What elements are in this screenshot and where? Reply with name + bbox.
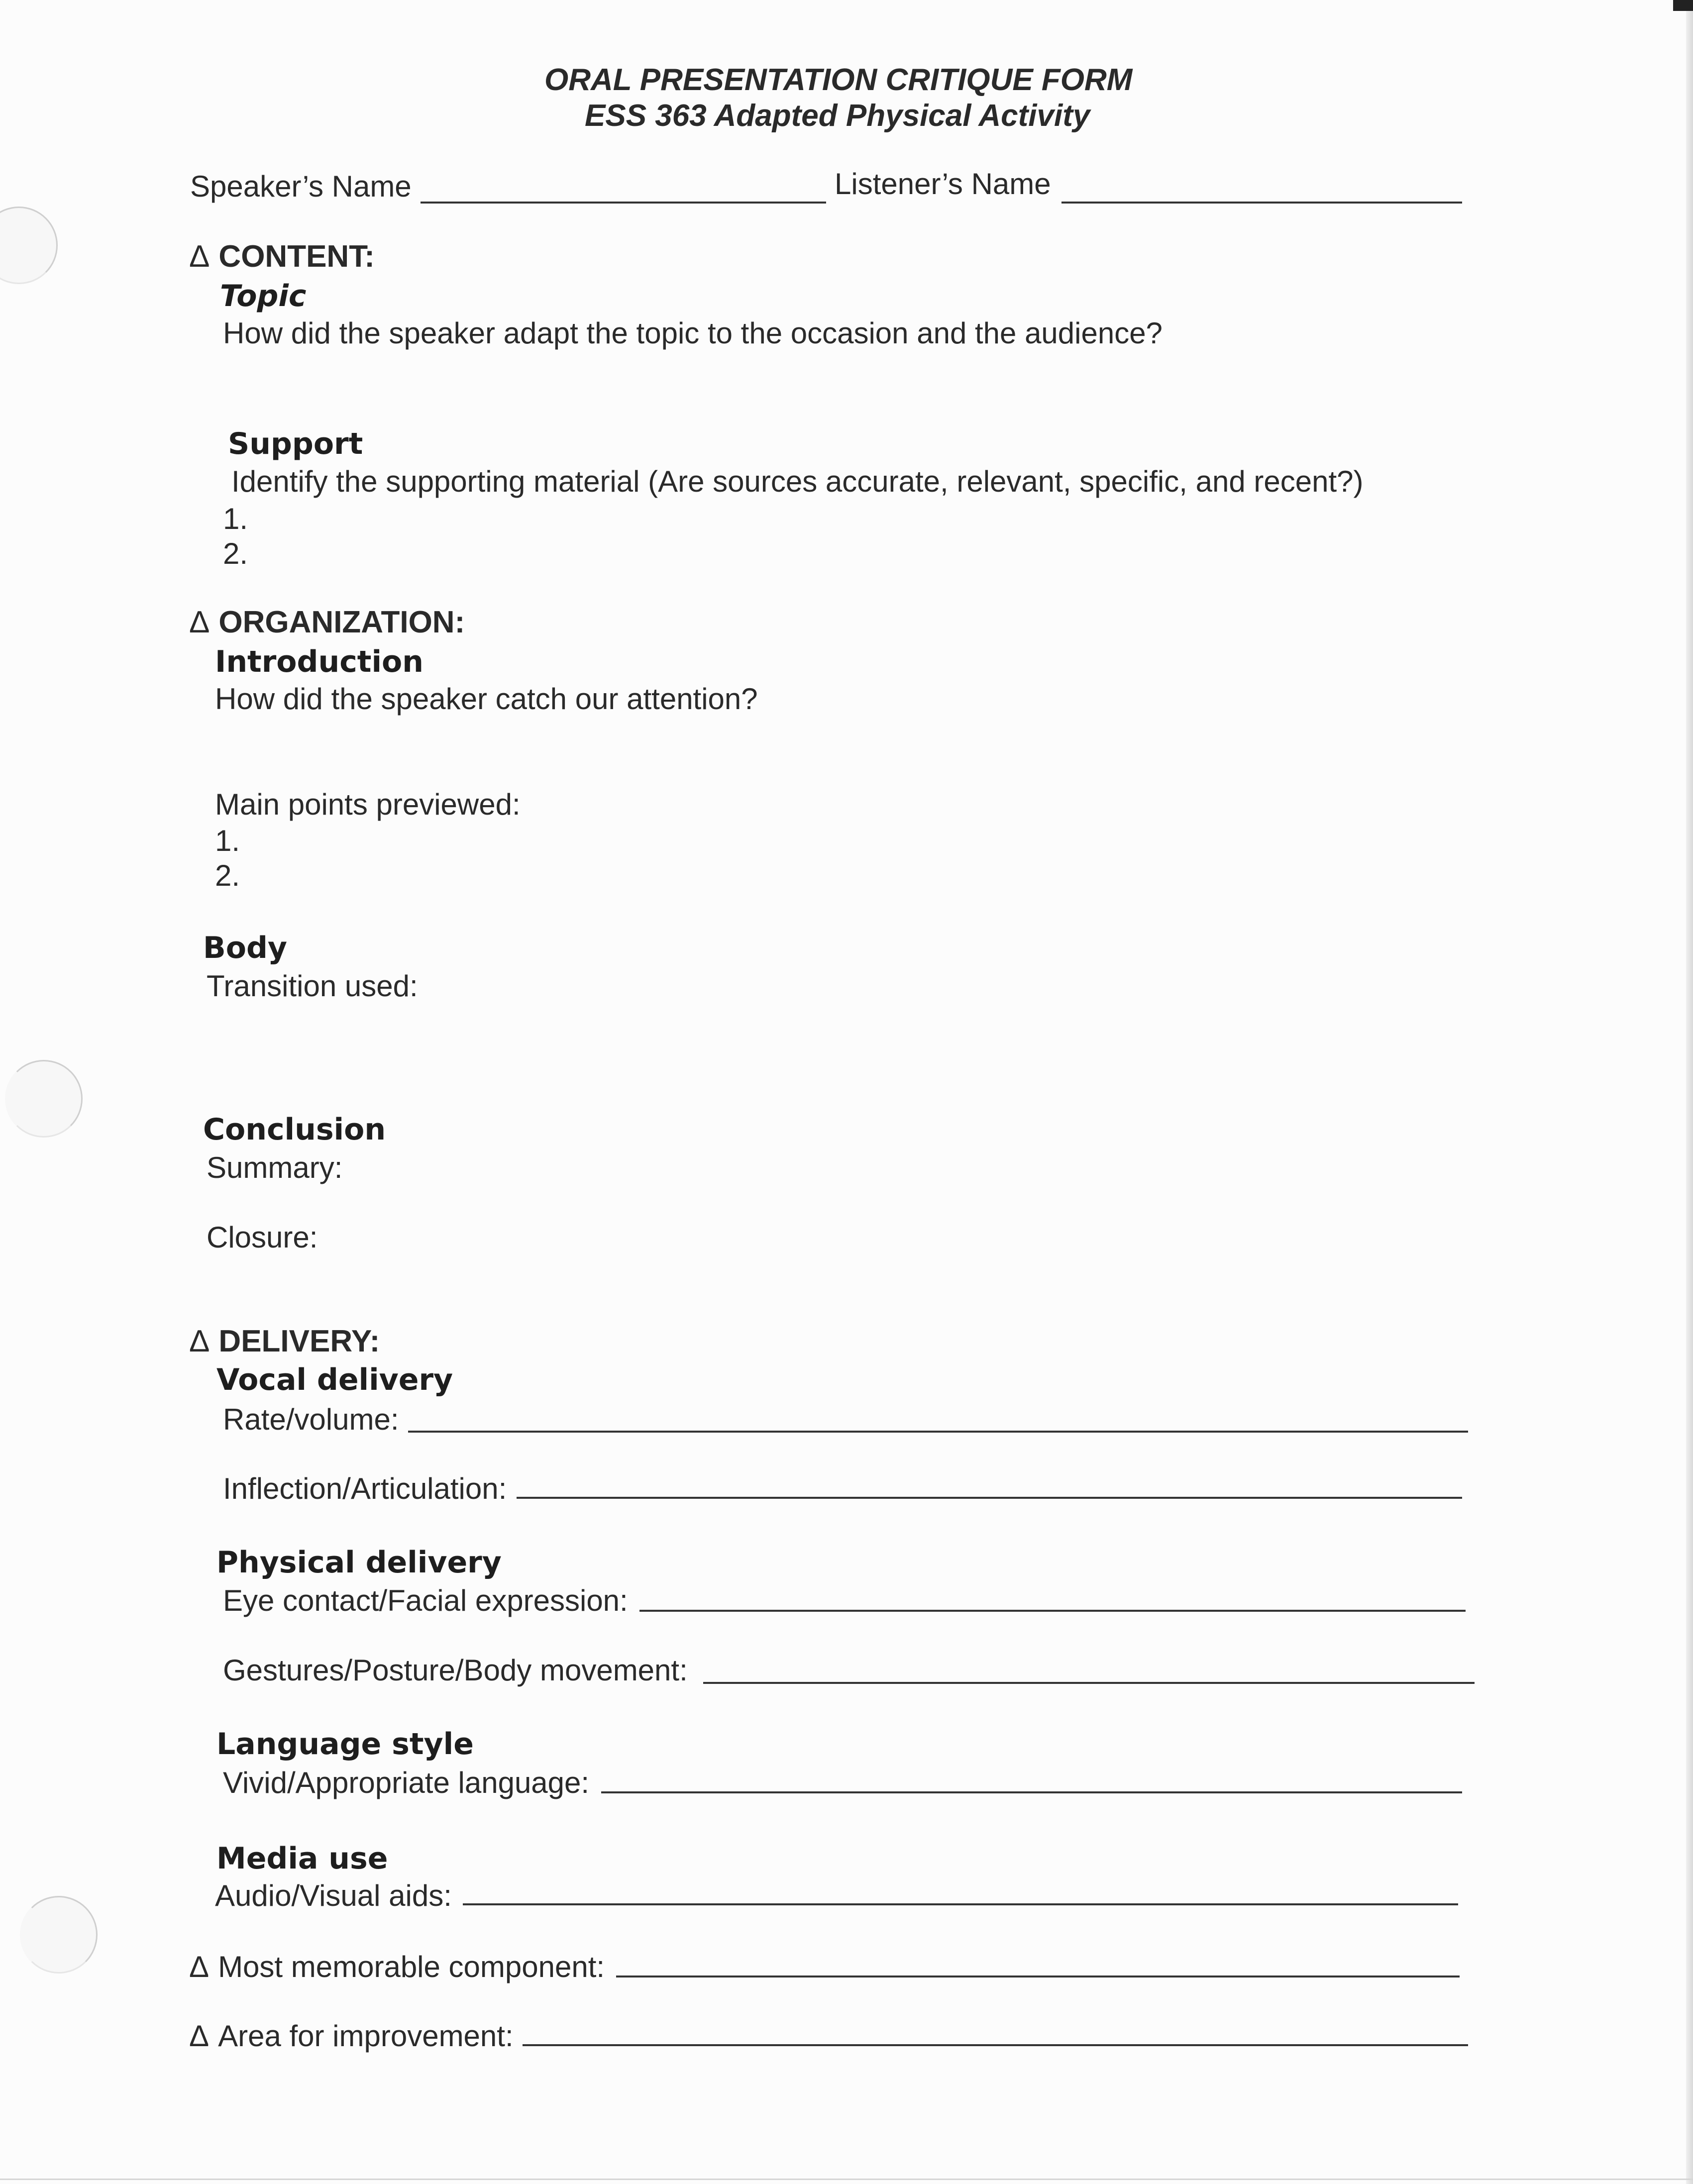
eye-contact-field[interactable] <box>639 1610 1466 1612</box>
summary-label: Summary: <box>207 1151 343 1184</box>
scan-bottom-edge <box>0 2179 1693 2180</box>
audio-visual-field[interactable] <box>463 1903 1458 1905</box>
body-label: Body <box>203 931 288 965</box>
improvement-field[interactable] <box>523 2044 1468 2046</box>
improvement-text: Area for improvement: <box>218 2019 514 2053</box>
closure-label: Closure: <box>207 1221 318 1254</box>
inflection-field[interactable] <box>517 1497 1462 1499</box>
scan-right-edge <box>1686 0 1693 2184</box>
introduction-question: How did the speaker catch our attention? <box>215 682 758 716</box>
transition-label: Transition used: <box>207 969 418 1003</box>
topic-label: Topic <box>220 279 307 313</box>
gestures-field[interactable] <box>703 1682 1475 1684</box>
delivery-heading-text: DELIVERY: <box>218 1324 380 1358</box>
course-title: ESS 363 Adapted Physical Activity <box>585 99 1090 133</box>
speaker-name-field[interactable] <box>421 202 826 204</box>
vivid-language-label: Vivid/Appropriate language: <box>223 1766 590 1799</box>
support-question: Identify the supporting material (Are sources accurate, relevant, specific, and recent?) <box>231 465 1364 498</box>
gestures-label: Gestures/Posture/Body movement: <box>223 1654 688 1687</box>
vivid-language-field[interactable] <box>601 1791 1462 1793</box>
introduction-label: Introduction <box>215 644 423 679</box>
organization-heading-text: ORGANIZATION: <box>218 605 465 639</box>
triangle-icon: Δ <box>189 605 210 639</box>
punch-hole-bottom <box>20 1896 98 1974</box>
support-item-1: 1. <box>223 502 248 535</box>
scan-corner-mark <box>1673 0 1693 11</box>
form-title: ORAL PRESENTATION CRITIQUE FORM <box>544 63 1133 97</box>
memorable-component-label <box>189 1952 605 1982</box>
support-item-2: 2. <box>223 537 248 570</box>
speaker-name-label: Speaker’s Name <box>190 170 412 203</box>
content-heading <box>189 241 375 272</box>
memorable-component-field[interactable] <box>616 1976 1460 1977</box>
listener-name-label: Listener’s Name <box>835 167 1051 201</box>
triangle-icon: Δ <box>189 239 210 274</box>
content-heading-text: CONTENT: <box>218 239 375 274</box>
conclusion-label: Conclusion <box>203 1112 386 1147</box>
main-point-item-2: 2. <box>215 859 240 892</box>
inflection-label: Inflection/Articulation: <box>223 1472 507 1505</box>
improvement-label <box>189 2021 514 2051</box>
triangle-icon: Δ <box>189 1950 210 1983</box>
language-style-label: Language style <box>216 1727 474 1762</box>
physical-delivery-label: Physical delivery <box>216 1545 502 1580</box>
eye-contact-label: Eye contact/Facial expression: <box>223 1584 628 1617</box>
main-point-item-1: 1. <box>215 824 240 857</box>
listener-name-field[interactable] <box>1061 202 1462 204</box>
memorable-component-text: Most memorable component: <box>218 1950 605 1983</box>
delivery-heading <box>189 1326 380 1357</box>
organization-heading <box>189 607 465 638</box>
main-points-label: Main points previewed: <box>215 788 521 821</box>
rate-volume-label: Rate/volume: <box>223 1403 399 1436</box>
topic-question: How did the speaker adapt the topic to the occasion and the audience? <box>223 316 1163 350</box>
audio-visual-label: Audio/Visual aids: <box>215 1879 452 1912</box>
support-label: Support <box>228 426 363 461</box>
triangle-icon: Δ <box>189 1324 210 1358</box>
triangle-icon: Δ <box>189 2019 210 2053</box>
media-use-label: Media use <box>216 1841 388 1876</box>
vocal-delivery-label: Vocal delivery <box>216 1362 453 1397</box>
punch-hole-top <box>0 207 58 284</box>
punch-hole-middle <box>5 1060 83 1138</box>
rate-volume-field[interactable] <box>408 1431 1468 1433</box>
